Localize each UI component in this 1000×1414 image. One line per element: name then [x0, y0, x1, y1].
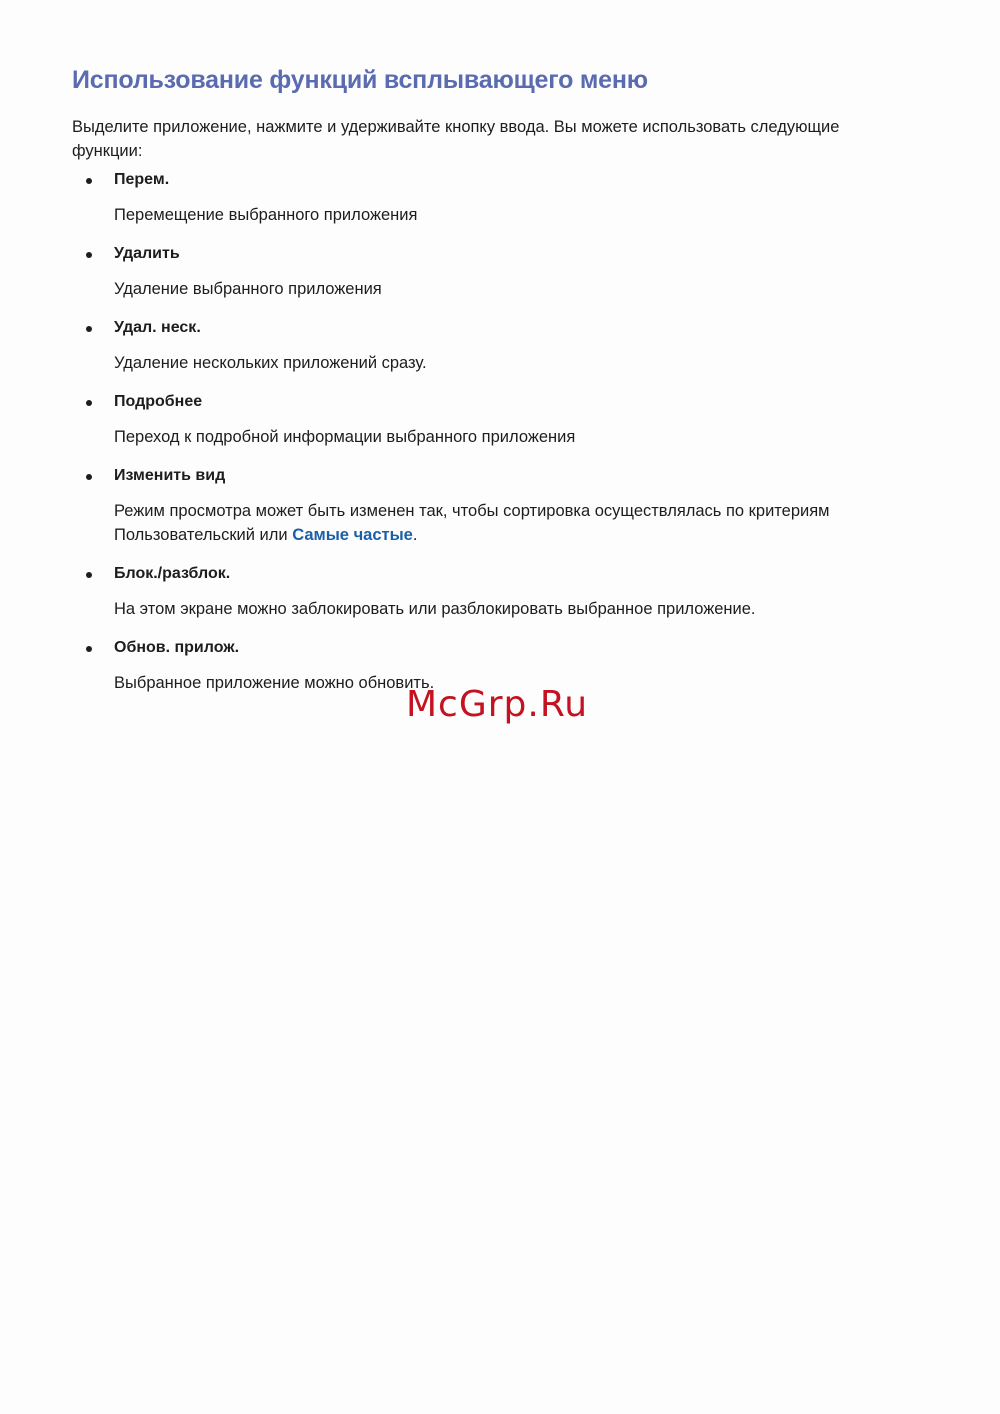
- item-description: Перемещение выбранного приложения: [114, 206, 418, 224]
- bullet-icon: [86, 178, 92, 184]
- item-description: [114, 499, 874, 547]
- bullet-icon: [86, 326, 92, 332]
- function-list: [72, 168, 932, 710]
- item-description: Удаление нескольких приложений сразу.: [114, 354, 427, 372]
- item-title: Обнов. прилож.: [114, 639, 240, 656]
- item-description: На этом экране можно заблокировать или разблокировать выбранное приложение.: [114, 600, 756, 618]
- item-description-suffix: .: [412, 526, 418, 544]
- list-item: [72, 562, 932, 621]
- intro-paragraph: Выделите приложение, нажмите и удерживайте кнопку ввода. Вы можете использовать следующие функции:: [72, 118, 840, 160]
- watermark: McGrp.Ru: [406, 684, 589, 725]
- bullet-icon: [86, 400, 92, 406]
- item-title: Блок./разблок.: [114, 565, 231, 582]
- item-description: Удаление выбранного приложения: [114, 280, 382, 298]
- bullet-icon: [86, 474, 92, 480]
- list-item: [72, 316, 932, 375]
- bullet-icon: [86, 572, 92, 578]
- list-item: [72, 242, 932, 301]
- bullet-icon: [86, 252, 92, 258]
- bullet-icon: [86, 646, 92, 652]
- item-title: Удал. неск.: [114, 319, 201, 336]
- list-item: [72, 390, 932, 449]
- item-description: Переход к подробной информации выбранного приложения: [114, 428, 576, 446]
- item-title: Изменить вид: [114, 467, 226, 484]
- item-title: Удалить: [114, 245, 180, 262]
- item-description: Выбранное приложение можно обновить.: [114, 674, 435, 692]
- page-title: Использование функций всплывающего меню: [72, 66, 648, 94]
- item-title: Перем.: [114, 171, 170, 188]
- list-item: [72, 168, 932, 227]
- list-item: [72, 464, 932, 547]
- item-description-text: Режим просмотра может быть изменен так, чтобы сортировка осуществлялась по критериям Пользовательский или: [114, 502, 830, 544]
- item-title: Подробнее: [114, 393, 203, 410]
- most-frequent-link[interactable]: Самые частые: [292, 526, 413, 544]
